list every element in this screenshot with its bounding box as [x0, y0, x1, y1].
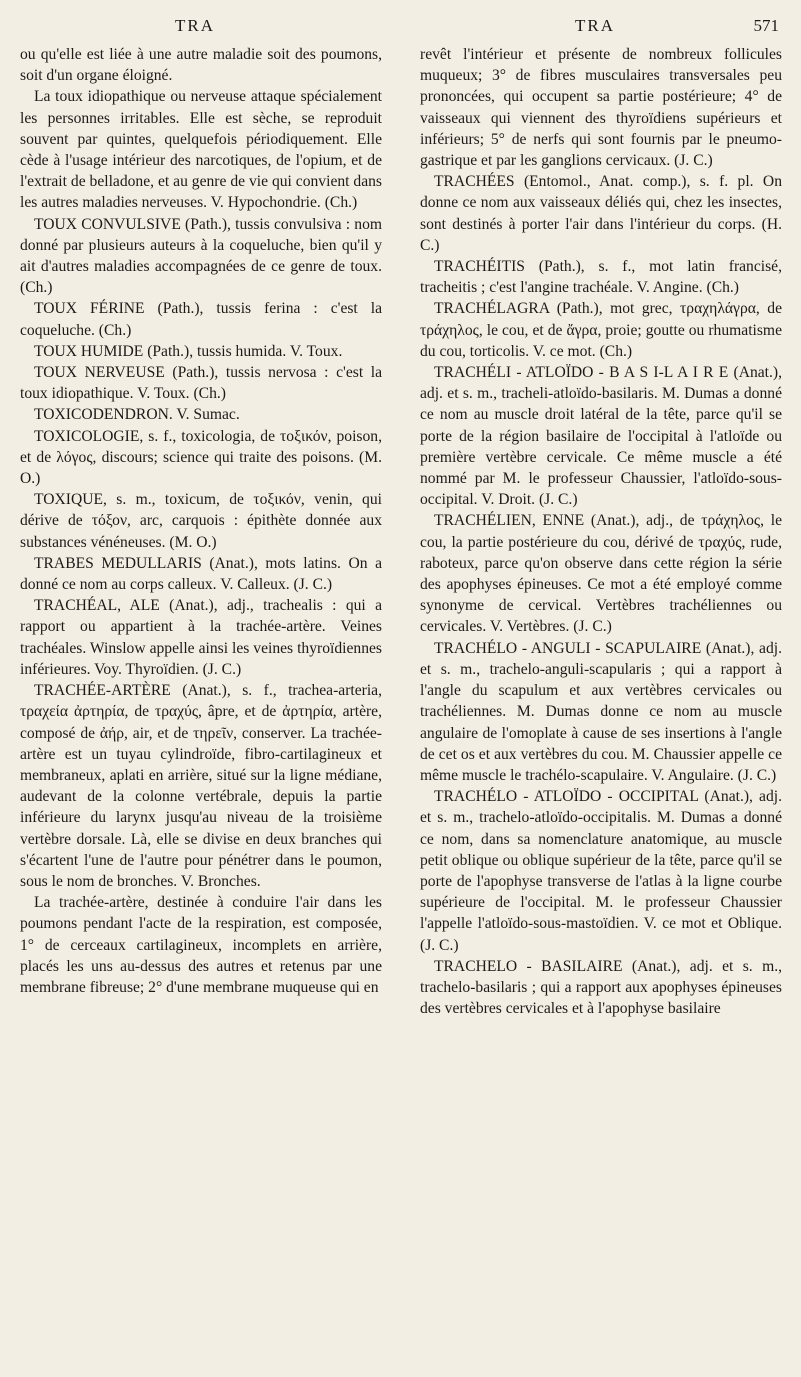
entry-paragraph: La toux idiopathique ou nerveuse attaque spécialement les personnes irritables. Elle est sèche, se reproduit souvent par quintes, quelquefois périodiquement. Elle cède à l'usage intérieur des narcotiques, de l'opium, et de l'extrait de belladone, et au genre de vie qui convient dans les autres maladies nerveuses. V. Hypochondrie. (Ch.): [20, 88, 382, 212]
entry-paragraph: revêt l'intérieur et présente de nombreux follicules muqueux; 3° de fibres musculaires transversales peu prononcées, qui occupent sa partie postérieure; 4° de vaisseaux qui viennent des thyroïdiens supérieurs et inférieurs; 5° de nerfs qui sont fournis par le pneumo-gastrique et par les ganglions cervicaux. (J. C.): [420, 46, 782, 170]
entry-paragraph: La trachée-artère, destinée à conduire l'air dans les poumons pendant l'acte de la respiration, est composée, 1° de cerceaux cartilagineux, incomplets en arrière, placés les uns au-dessus des autres et retenus par une membrane fibreuse; 2° d'une membrane muqueuse qui en: [20, 894, 382, 996]
running-head-right: TRA: [575, 16, 615, 35]
entry-paragraph: TOXIQUE, s. m., toxicum, de τοξικόν, venin, qui dérive de τόξον, arc, carquois : épithète donnée aux substances vénéneuses. (M. O.): [20, 491, 382, 551]
entry-paragraph: TRACHÉLAGRA (Path.), mot grec, τραχηλάγρα, de τράχηλος, le cou, et de ἄγρα, proie; goutte ou rhumatisme du cou, torticolis. V. ce mot. (Ch.): [420, 300, 782, 360]
entry-paragraph: TOUX NERVEUSE (Path.), tussis nervosa : c'est la toux idiopathique. V. Toux. (Ch.): [20, 364, 382, 403]
entry-paragraph: ou qu'elle est liée à une autre maladie soit des poumons, soit d'un organe éloigné.: [20, 46, 382, 85]
entry-paragraph: TOXICODENDRON. V. Sumac.: [34, 406, 240, 424]
entry-paragraph: TRACHÉITIS (Path.), s. f., mot latin francisé, tracheitis ; c'est l'angine trachéale. V. Angine. (Ch.): [420, 258, 782, 297]
entry-paragraph: TRABES MEDULLARIS (Anat.), mots latins. On a donné ce nom au corps calleux. V. Calleux. (J. C.): [20, 554, 382, 594]
page-number: 571: [753, 16, 779, 35]
entry-paragraph: TRACHÉLI - ATLOÏDO - B A S I-L A I R E (Anat.), adj. et s. m., tracheli-atloïdo-basilaris. M. Dumas a donné ce nom au muscle droit latéral de la tête, parce qu'il se porte de la région basilaire de l'occipital à l'atloïde ou première vertèbre cervicale. Ce même muscle a été nommé par M. le professeur Chaussier, l'atloïdo-sous-occipital. V. Droit. (J. C.): [420, 364, 782, 509]
right-column: [420, 44, 782, 1019]
entry-paragraph: TOUX HUMIDE (Path.), tussis humida. V. Toux.: [34, 342, 343, 360]
entry-paragraph: TRACHELO - BASILAIRE (Anat.), adj. et s. m., trachelo-basilaris ; qui a rapport aux apophyses épineuses des vertèbres cervicales et à l'apophyse basilaire: [420, 957, 782, 1018]
entry-paragraph: TRACHÉES (Entomol., Anat. comp.), s. f. pl. On donne ce nom aux vaisseaux déliés qui, chez les insectes, sont destinés à porter l'air dans l'intérieur du corps. (H. C.): [420, 173, 782, 254]
entry-paragraph: TRACHÉAL, ALE (Anat.), adj., trachealis : qui a rapport ou appartient à la trachée-artère. Veines trachéales. Winslow appelle ainsi les veines thyroïdiennes inférieures. Voy. Thyroïdien. (J. C.): [20, 597, 382, 678]
entry-paragraph: TRACHÉE-ARTÈRE (Anat.), s. f., trachea-arteria, τραχεία ἀρτηρία, de τραχύς, âpre, et de ἀρτηρία, artère, composé de ἀήρ, air, et de τηρεῖν, conserver. La trachée-artère est un tuyau cylindroïde, fibro-cartilagineux et membraneux, aplati en arrière, situé sur la ligne médiane, audevant de la colonne vertébrale, depuis la partie inférieure du larynx jusqu'au niveau de la troisième vertèbre dorsale. Là, elle se divise en deux branches qui s'écartent l'une de l'autre pour pénétrer dans le poumon, sous le nom de bronches. V. Bronches.: [20, 682, 382, 890]
entry-paragraph: TRACHÉLO - ANGULI - SCAPULAIRE (Anat.), adj. et s. m., trachelo-anguli-scapularis ; qui a rapport à l'angle du scapulum et aux vertèbres cervicales ou trachéliennes. M. Dumas donne ce nom au muscle angulaire de l'omoplate à cause de ses insertions à l'angle de cet os et aux vertèbres du cou. M. Chaussier appelle ce même muscle le trachélo-scapulaire. V. Angulaire. (J. C.): [420, 639, 782, 784]
running-head-left: TRA: [175, 16, 215, 35]
entry-paragraph: TOUX FÉRINE (Path.), tussis ferina : c'est la coqueluche. (Ch.): [20, 300, 382, 339]
entry-paragraph: TRACHÉLO - ATLOÏDO - OCCIPITAL (Anat.), adj. et s. m., trachelo-atloïdo-occipitalis. M. Dumas a donné ce nom, dans sa nomenclature anatomique, au muscle petit oblique ou oblique supérieur de la tête, parce qu'il se porte de l'apophyse transverse de l'atlas à la ligne courbe supérieure de l'occipital. M. le professeur Chaussier l'appelle l'atloïdo-sous-mastoïdien. V. ce mot et Oblique. (J. C.): [420, 788, 782, 954]
left-column: [20, 44, 382, 998]
entry-paragraph: TOUX CONVULSIVE (Path.), tussis convulsiva : nom donné par plusieurs auteurs à la coqueluche, bien qu'il y ait d'autres maladies accompagnées de ce genre de toux. (Ch.): [20, 215, 382, 297]
entry-paragraph: TRACHÉLIEN, ENNE (Anat.), adj., de τράχηλος, le cou, la partie postérieure du cou, dérivé de τραχύς, rude, raboteux, parce qu'on observe dans cette région la série des apophyses épineuses. Ce mot a été employé comme synonyme de cervical. Vertèbres trachéliennes ou cervicales. V. Vertèbres. (J. C.): [420, 512, 782, 636]
entry-paragraph: TOXICOLOGIE, s. f., toxicologia, de τοξικόν, poison, et de λόγος, discours; science qui traite des poisons. (M. O.): [20, 427, 382, 488]
